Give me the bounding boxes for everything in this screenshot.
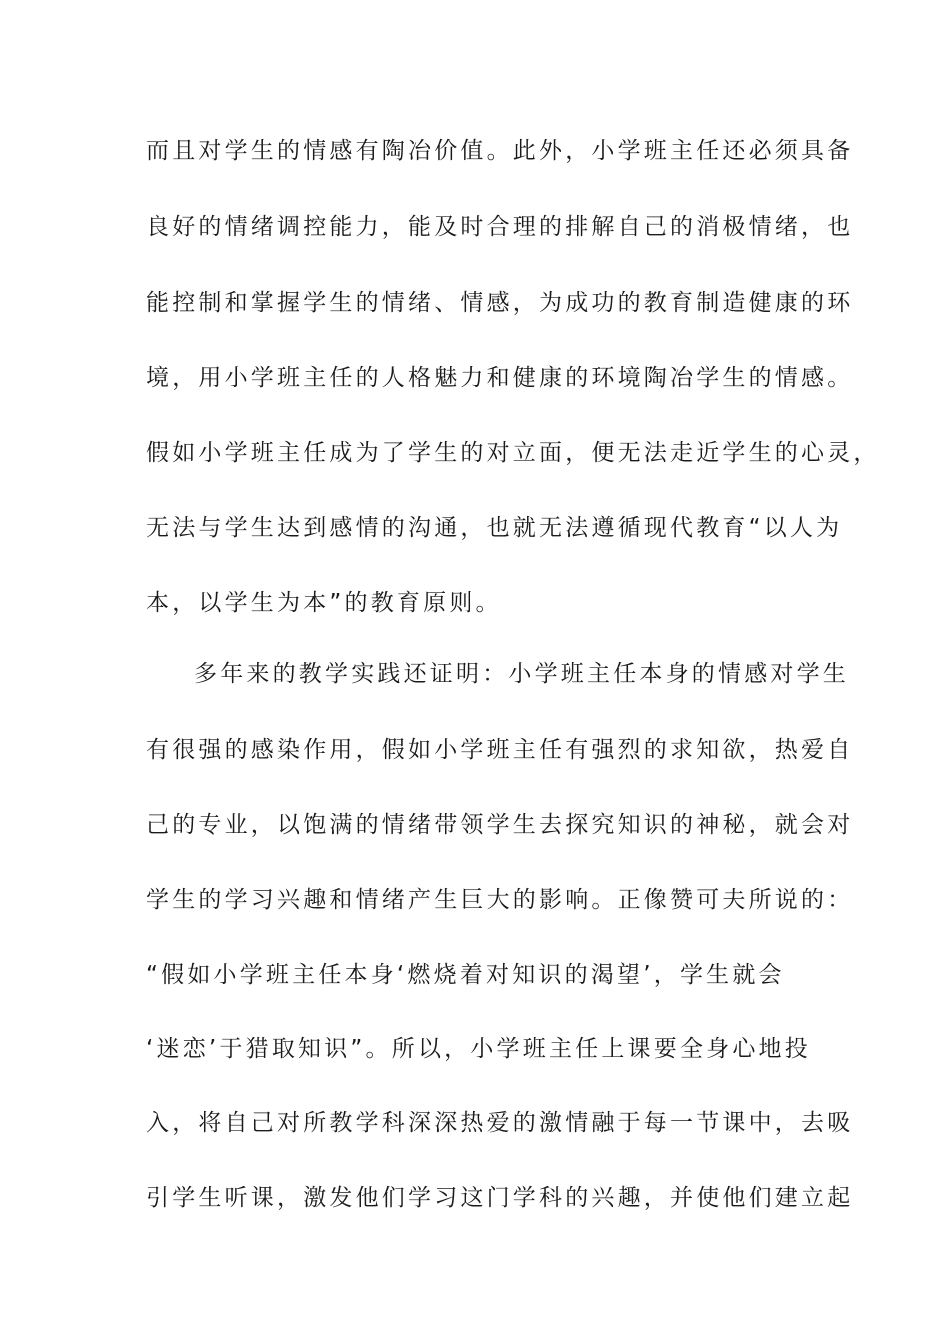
text-line: 无法与学生达到感情的沟通，也就无法遵循现代教育“以人为	[146, 515, 843, 541]
text-line: 假如小学班主任成为了学生的对立面，便无法走近学生的心灵，	[146, 440, 880, 466]
text-line: 有很强的感染作用，假如小学班主任有强烈的求知欲，热爱自	[146, 737, 854, 763]
text-line: 本，以学生为本”的教育原则。	[146, 590, 502, 616]
text-line: 学生的学习兴趣和情绪产生巨大的影响。正像赞可夫所说的：	[146, 887, 854, 913]
text-line: 而且对学生的情感有陶冶价值。此外，小学班主任还必须具备	[146, 138, 854, 164]
text-line: 入，将自己对所教学科深深热爱的激情融于每一节课中，去吸	[146, 1110, 854, 1136]
text-line: 境，用小学班主任的人格魅力和健康的环境陶冶学生的情感。	[146, 365, 854, 391]
text-line: 己的专业，以饱满的情绪带领学生去探究知识的神秘，就会对	[146, 812, 854, 838]
text-line: ‘迷恋’于猎取知识”。所以，小学班主任上课要全身心地投	[146, 1036, 811, 1062]
paragraph-first-line: 多年来的教学实践还证明：小学班主任本身的情感对学生	[194, 661, 849, 687]
text-line: 良好的情绪调控能力，能及时合理的排解自己的消极情绪，也	[146, 214, 854, 240]
text-line: “假如小学班主任本身‘燃烧着对知识的渴望’，学生就会	[146, 962, 785, 988]
text-line: 引学生听课，激发他们学习这门学科的兴趣，并使他们建立起	[146, 1185, 854, 1211]
text-line: 能控制和掌握学生的情绪、情感，为成功的教育制造健康的环	[146, 290, 854, 316]
